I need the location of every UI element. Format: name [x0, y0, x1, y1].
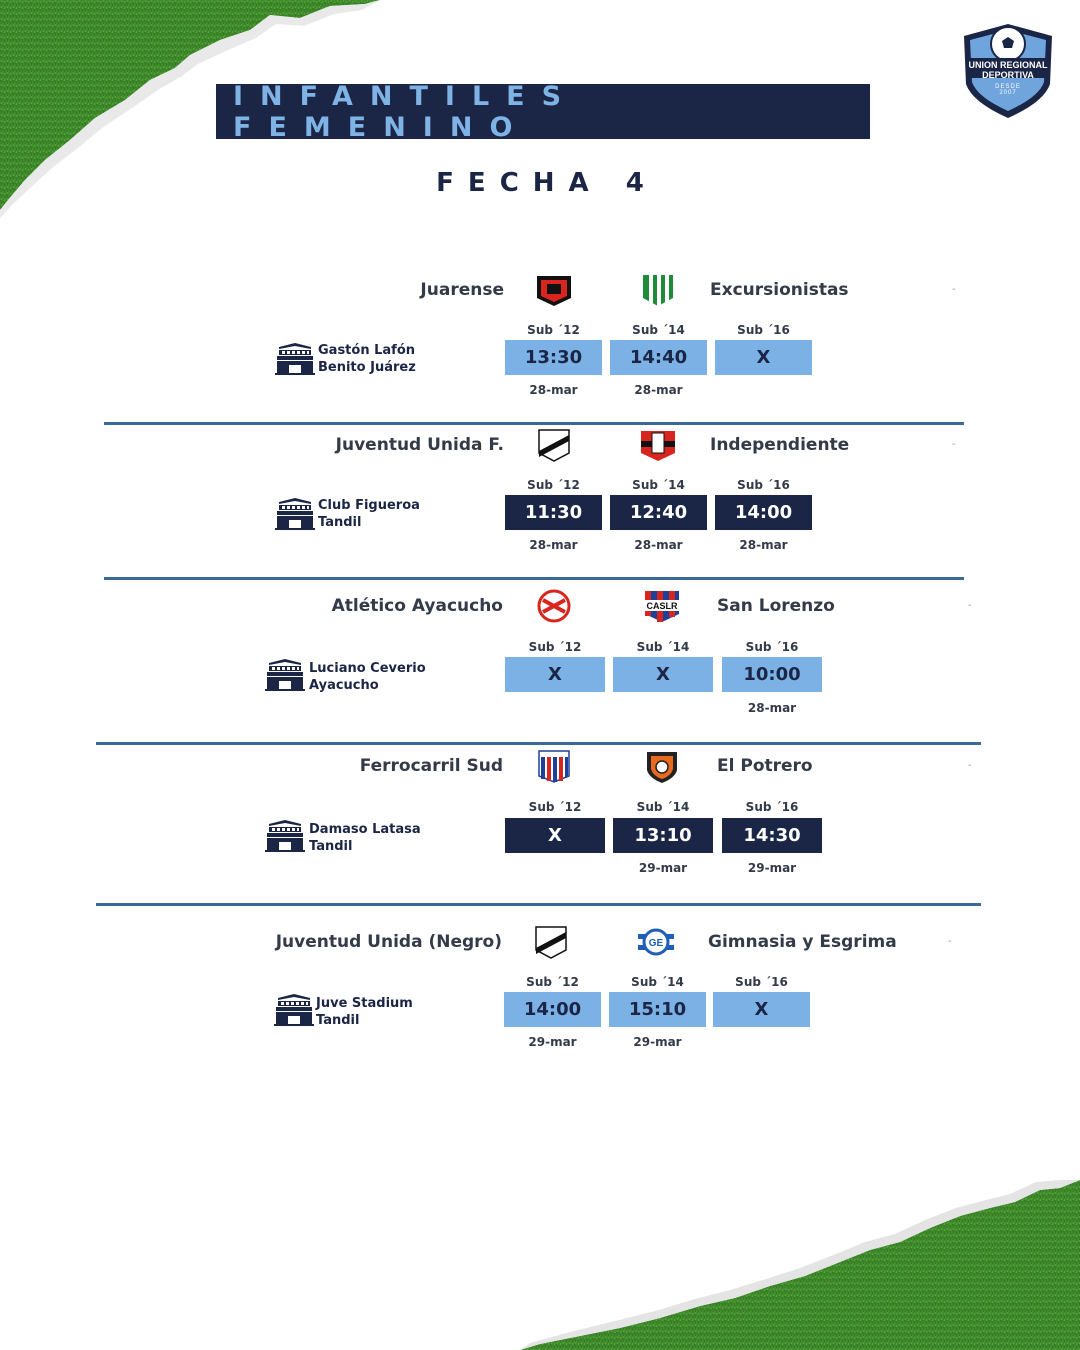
- category-label: Sub ´12: [527, 478, 580, 492]
- dropdown-marker: -: [968, 600, 972, 611]
- gimnasia-esgrima-crest-icon: [635, 924, 677, 960]
- match-divider: [96, 742, 981, 745]
- category-label: Sub ´14: [636, 640, 690, 654]
- home-team-name: Atlético Ayacucho: [331, 596, 503, 616]
- kickoff-time: 14:00: [504, 992, 601, 1027]
- venue-city: Benito Juárez: [318, 360, 416, 375]
- away-team-name: Independiente: [710, 435, 850, 455]
- union-regional-logo: [956, 22, 1060, 122]
- away-team-name: Excursionistas: [710, 280, 849, 300]
- match-divider: [104, 422, 964, 425]
- juarense-crest-icon: [533, 272, 575, 308]
- category-label: Sub ´12: [528, 800, 582, 814]
- category-label: Sub ´12: [526, 975, 579, 989]
- venue-city: Tandil: [318, 515, 362, 530]
- home-team-name: Juventud Unida F.: [335, 435, 504, 455]
- venue-name: Juve Stadium: [316, 996, 413, 1011]
- category-label: Sub ´16: [745, 800, 799, 814]
- venue-info: [318, 497, 420, 531]
- match-date: 28-mar: [529, 383, 578, 397]
- el-potrero-crest-icon: [641, 748, 683, 784]
- stadium-icon: [274, 992, 314, 1026]
- category-label: Sub ´16: [737, 478, 790, 492]
- venue-city: Ayacucho: [309, 678, 379, 693]
- kickoff-time: X: [713, 992, 810, 1027]
- kickoff-time: 13:30: [505, 340, 602, 375]
- category-label: Sub ´12: [527, 323, 580, 337]
- match-date: 28-mar: [634, 383, 683, 397]
- venue-name: Damaso Latasa: [309, 822, 421, 837]
- home-team-name: Ferrocarril Sud: [359, 756, 503, 776]
- kickoff-time: 14:40: [610, 340, 707, 375]
- venue-name: Club Figueroa: [318, 498, 420, 513]
- venue-name: Luciano Ceverio: [309, 661, 426, 676]
- dropdown-marker: -: [952, 284, 956, 295]
- dropdown-marker: -: [968, 760, 972, 771]
- stadium-icon: [265, 657, 305, 691]
- atletico-ayacucho-crest-icon: [533, 588, 575, 624]
- venue-info: [309, 821, 421, 855]
- venue-city: Tandil: [316, 1013, 360, 1028]
- dropdown-marker: -: [952, 439, 956, 450]
- logo-title: UNION REGIONAL DEPORTIVA: [968, 60, 1048, 80]
- venue-info: [309, 660, 426, 694]
- category-label: Sub ´16: [735, 975, 788, 989]
- kickoff-time: X: [505, 657, 605, 692]
- venue-info: [316, 995, 413, 1029]
- juventud-unida-crest-icon: [533, 427, 575, 463]
- match-date: 29-mar: [747, 861, 797, 875]
- title-banner: [216, 80, 870, 143]
- kickoff-time: X: [505, 818, 605, 853]
- category-label: Sub ´14: [632, 323, 685, 337]
- independiente-crest-icon: [637, 427, 679, 463]
- category-label: Sub ´16: [737, 323, 790, 337]
- category-label: Sub ´12: [528, 640, 582, 654]
- category-label: Sub ´16: [745, 640, 799, 654]
- ferrocarril-sud-crest-icon: [533, 748, 575, 784]
- round-label: FECHA 4: [436, 168, 658, 198]
- svg-text:CASLR: CASLR: [646, 601, 678, 611]
- stadium-icon: [275, 341, 315, 375]
- stadium-icon: [275, 496, 315, 530]
- category-label: Sub ´14: [636, 800, 690, 814]
- match-date: 28-mar: [634, 538, 683, 552]
- san-lorenzo-crest-icon: [641, 588, 683, 624]
- kickoff-time: 11:30: [505, 495, 602, 530]
- venue-name: Gastón Lafón: [318, 343, 416, 358]
- venue-info: [318, 342, 416, 376]
- match-date: 28-mar: [739, 538, 788, 552]
- logo-since: DESDE 2007: [995, 84, 1021, 96]
- home-team-name: Juarense: [420, 280, 504, 300]
- match-date: 29-mar: [638, 861, 688, 875]
- category-label: Sub ´14: [631, 975, 684, 989]
- kickoff-time: 13:10: [613, 818, 713, 853]
- kickoff-time: 15:10: [609, 992, 706, 1027]
- match-date: 28-mar: [747, 701, 797, 715]
- kickoff-time: 14:00: [715, 495, 812, 530]
- venue-city: Tandil: [309, 839, 353, 854]
- kickoff-time: 14:30: [722, 818, 822, 853]
- category-label: Sub ´14: [632, 478, 685, 492]
- stadium-icon: [265, 818, 305, 852]
- match-date: 29-mar: [528, 1035, 577, 1049]
- grass-corner-bottom-right: [520, 1180, 1080, 1350]
- match-date: 28-mar: [529, 538, 578, 552]
- kickoff-time: 10:00: [722, 657, 822, 692]
- match-date: 29-mar: [633, 1035, 682, 1049]
- juventud-unida-crest-icon: [530, 924, 572, 960]
- kickoff-time: 12:40: [610, 495, 707, 530]
- kickoff-time: X: [613, 657, 713, 692]
- svg-text:GE: GE: [648, 938, 664, 949]
- match-divider: [104, 577, 964, 580]
- page-title: INFANTILES FEMENINO: [233, 80, 579, 143]
- excursionistas-crest-icon: [637, 272, 679, 308]
- dropdown-marker: -: [948, 936, 952, 947]
- away-team-name: El Potrero: [717, 756, 813, 776]
- match-divider: [96, 903, 981, 906]
- away-team-name: San Lorenzo: [717, 596, 835, 616]
- home-team-name: Juventud Unida (Negro): [275, 932, 502, 952]
- away-team-name: Gimnasia y Esgrima: [708, 932, 897, 952]
- kickoff-time: X: [715, 340, 812, 375]
